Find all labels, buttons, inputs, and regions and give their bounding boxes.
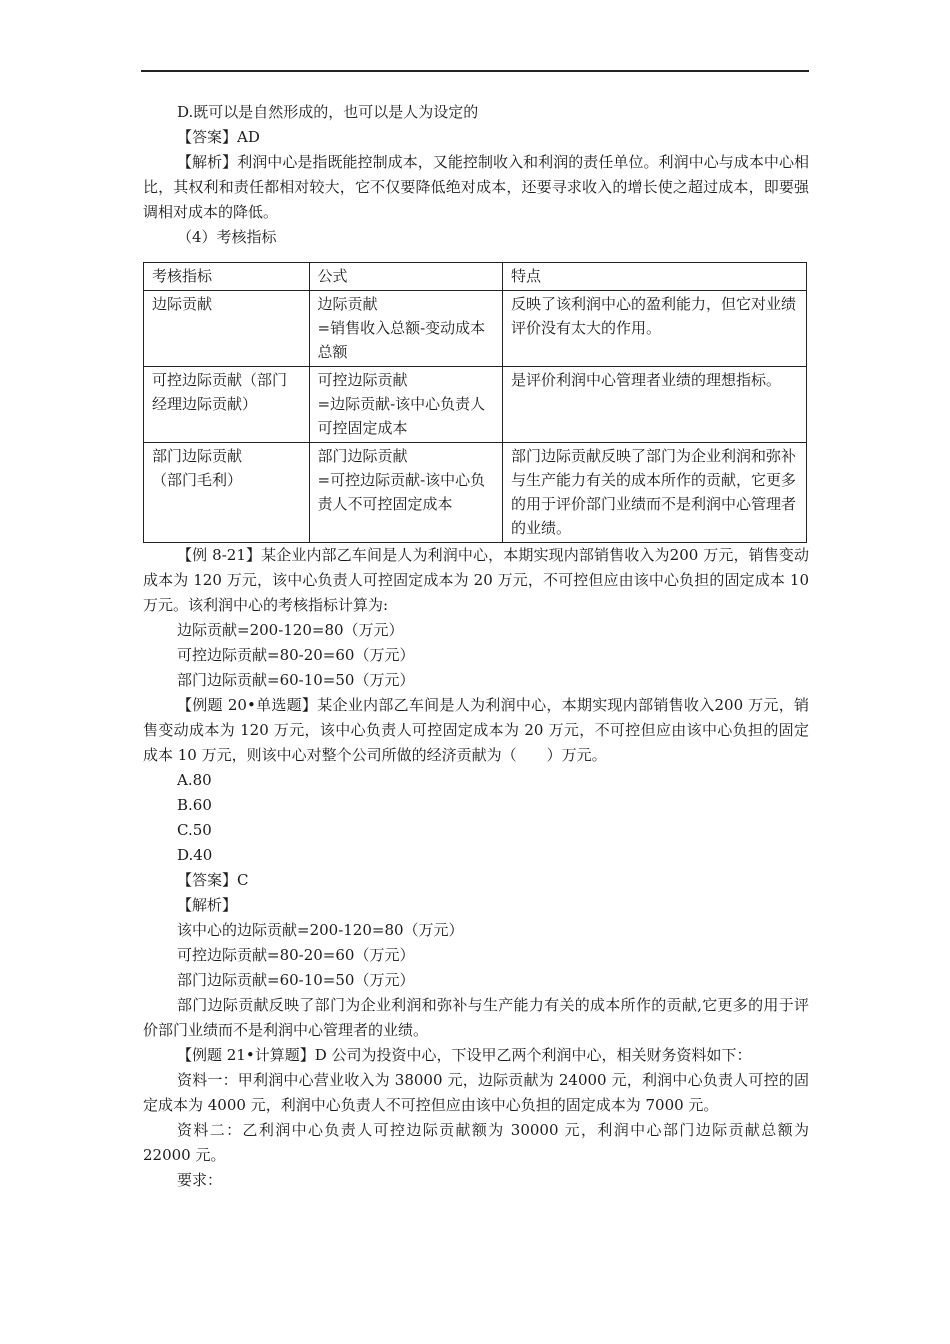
table-header-row bbox=[144, 263, 807, 291]
indicator-name: 部门边际贡献 bbox=[152, 447, 243, 465]
calc-line: 部门边际贡献=60-10=50（万元） bbox=[177, 671, 415, 689]
table-cell: 是评价利润中心管理者业绩的理想指标。 bbox=[502, 367, 806, 443]
table-cell: 可控边际贡献（部门经理边际贡献） bbox=[144, 367, 310, 443]
header-rule bbox=[141, 70, 809, 72]
option-a: A.80 bbox=[177, 771, 212, 789]
header-cell: 特点 bbox=[502, 263, 806, 291]
calc-line: 边际贡献=200-120=80（万元） bbox=[177, 621, 404, 639]
formula-name: 可控边际贡献 bbox=[317, 371, 408, 389]
formula-name: 部门边际贡献 bbox=[317, 447, 408, 465]
calc-line: 可控边际贡献=80-20=60（万元） bbox=[177, 946, 415, 964]
calc-line: 该中心的边际贡献=200-120=80（万元） bbox=[177, 921, 464, 939]
table-cell bbox=[144, 443, 310, 543]
table-cell: 边际贡献 bbox=[144, 291, 310, 367]
table-cell: 部门边际贡献反映了部门为企业利润和弥补与生产能力有关的成本所作的贡献，它更多的用于评价部门业绩而不是利润中心管理者的业绩。 bbox=[502, 443, 806, 543]
option-d: D.既可以是自然形成的，也可以是人为设定的 bbox=[177, 103, 479, 121]
calc-line: 部门边际贡献=60-10=50（万元） bbox=[177, 971, 415, 989]
table-row bbox=[144, 443, 807, 543]
table-cell bbox=[309, 291, 502, 367]
header-cell: 考核指标 bbox=[144, 263, 310, 291]
table-row bbox=[144, 291, 807, 367]
requirement-label: 要求： bbox=[177, 1171, 223, 1189]
table-row bbox=[144, 367, 807, 443]
header-cell: 公式 bbox=[309, 263, 502, 291]
analysis-paragraph: 【解析】利润中心是指既能控制成本，又能控制收入和利润的责任单位。利润中心与成本中心相比，其权利和责任都相对较大，它不仅要降低绝对成本，还要寻求收入的增长使之超过成本，即要强调相对成本的降低。 bbox=[143, 153, 809, 221]
section-title: （4）考核指标 bbox=[177, 228, 277, 246]
example-8-21: 【例 8-21】某企业内部乙车间是人为利润中心，本期实现内部销售收入为200 万元，销售变动成本为 120 万元，该中心负责人可控固定成本为 20 万元，不可控但应由该中心负担的固定成本 10 万元。该利润中心的考核指标计算为: bbox=[143, 546, 809, 614]
formula-expression: =销售收入总额-变动成本总额 bbox=[317, 319, 486, 361]
table-cell: 反映了该利润中心的盈利能力，但它对业绩评价没有太大的作用。 bbox=[502, 291, 806, 367]
option-b: B.60 bbox=[177, 796, 212, 814]
page-content bbox=[143, 100, 809, 1193]
indicator-alias: （部门毛利） bbox=[152, 471, 243, 489]
answer-line: 【答案】AD bbox=[177, 128, 260, 146]
material-two: 资料二：乙利润中心负责人可控边际贡献额为 30000 元，利润中心部门边际贡献总额为 22000 元。 bbox=[143, 1121, 809, 1164]
formula-expression: =边际贡献-该中心负责人可控固定成本 bbox=[317, 395, 486, 437]
formula-name: 边际贡献 bbox=[317, 295, 378, 313]
calc-line: 可控边际贡献=80-20=60（万元） bbox=[177, 646, 415, 664]
table-cell bbox=[309, 443, 502, 543]
answer-line: 【答案】C bbox=[177, 871, 249, 889]
kpi-table bbox=[143, 262, 807, 543]
option-d: D.40 bbox=[177, 846, 213, 864]
conclusion-paragraph: 部门边际贡献反映了部门为企业利润和弥补与生产能力有关的成本所作的贡献,它更多的用于评价部门业绩而不是利润中心管理者的业绩。 bbox=[143, 996, 809, 1039]
table-cell bbox=[309, 367, 502, 443]
formula-expression: =可控边际贡献-该中心负责人不可控固定成本 bbox=[317, 471, 486, 513]
example-21-question: 【例题 21•计算题】D 公司为投资中心，下设甲乙两个利润中心，相关财务资料如下： bbox=[177, 1046, 752, 1064]
example-20-question: 【例题 20•单选题】某企业内部乙车间是人为利润中心，本期实现内部销售收入200 万元，销售变动成本为 120 万元，该中心负责人可控固定成本为 20 万元，不可控但应由该中心负担的固定成本 10 万元，则该中心对整个公司所做的经济贡献为（ ）万元。 bbox=[143, 696, 809, 764]
material-one: 资料一：甲利润中心营业收入为 38000 元，边际贡献为 24000 元，利润中心负责人可控的固定成本为 4000 元，利润中心负责人不可控但应由该中心负担的固定成本为 7000 元。 bbox=[143, 1071, 809, 1114]
option-c: C.50 bbox=[177, 821, 212, 839]
analysis-label: 【解析】 bbox=[177, 896, 238, 914]
